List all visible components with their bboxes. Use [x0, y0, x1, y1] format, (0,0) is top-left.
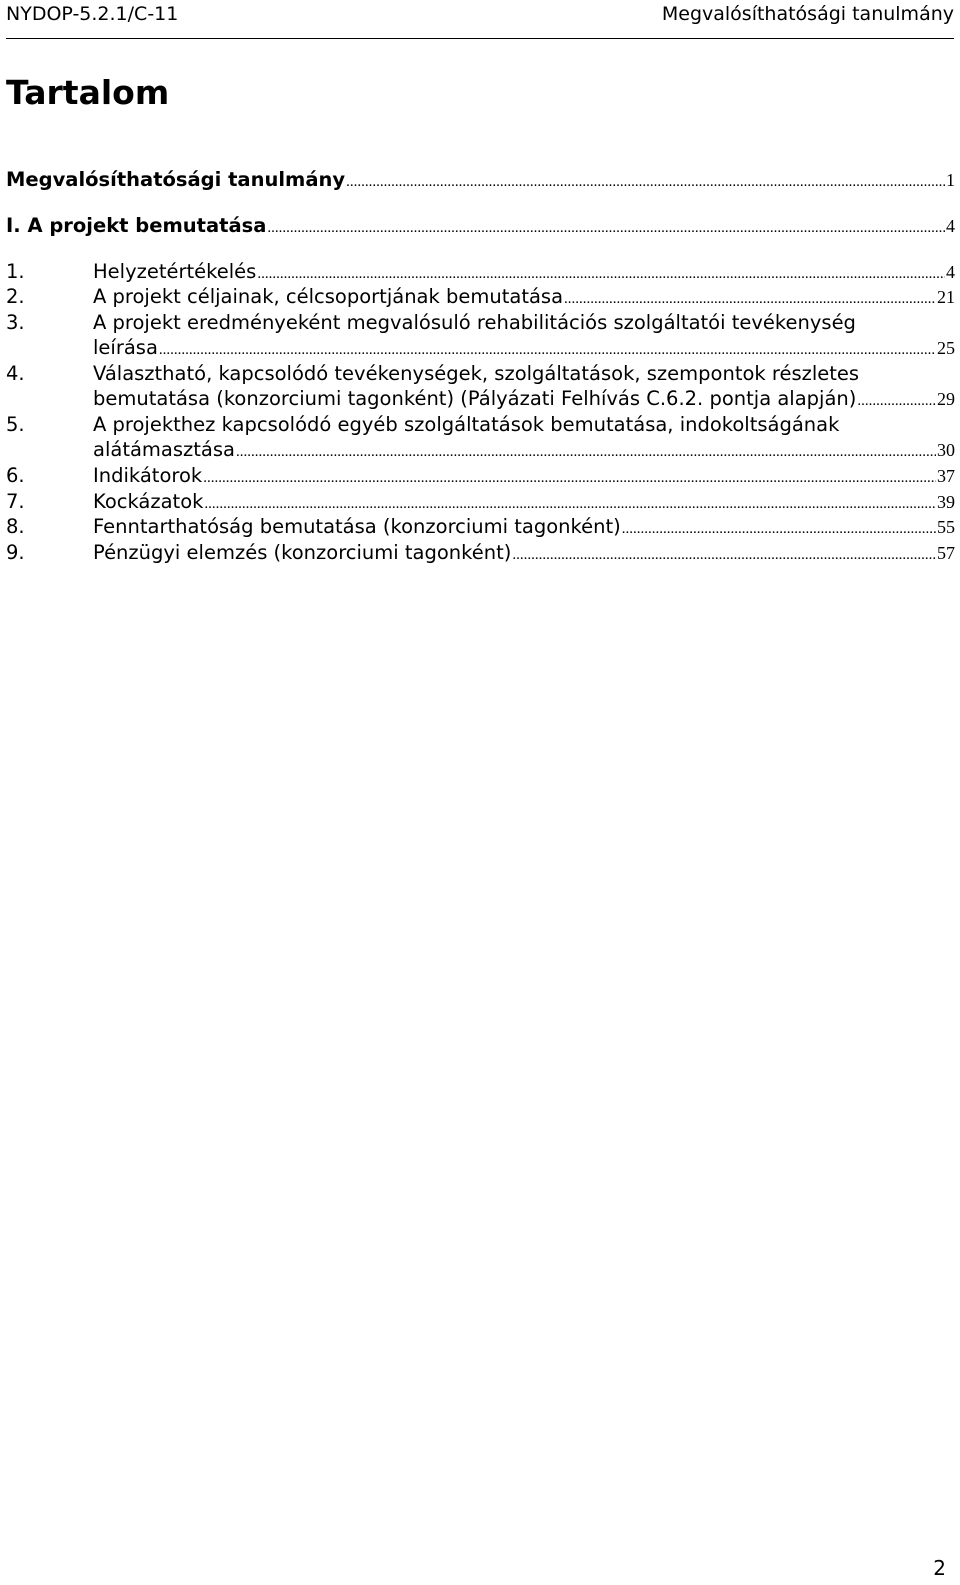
toc-entry-number: 7.: [6, 490, 25, 513]
page-header: [6, 0, 954, 39]
toc-entry-title-line-2: alátámasztása: [93, 438, 235, 461]
toc-entry-number: 5.: [6, 413, 25, 436]
toc-entry-number: 2.: [6, 285, 25, 308]
toc-entry-5[interactable]: [6, 310, 955, 363]
toc-entry-4[interactable]: [6, 284, 955, 312]
toc-leader-dots: [203, 466, 936, 491]
toc-page-number: 37: [937, 466, 955, 486]
toc-entry-title-line-2: bemutatása (konzorciumi tagonként) (Pályázati Felhívás C.6.2. pontja alapján): [93, 387, 857, 410]
toc-entry-1[interactable]: [6, 167, 955, 195]
toc-leader-dots: [346, 170, 945, 195]
toc-page-number: 39: [937, 492, 955, 512]
toc-page-number: 30: [937, 440, 955, 460]
toc-entry-8[interactable]: [6, 463, 955, 491]
toc-entry-number: 1.: [6, 260, 25, 283]
toc-entry-6[interactable]: [6, 361, 955, 414]
toc-entry-title-line-1: A projekt eredményeként megvalósuló rehabilitációs szolgáltatói tevékenység: [93, 311, 856, 334]
toc-entry-number: 4.: [6, 362, 25, 385]
toc-entry-11[interactable]: [6, 540, 955, 568]
toc-page-number: 4: [946, 216, 955, 236]
toc-entry-title: Megvalósíthatósági tanulmány: [6, 168, 346, 191]
toc-page-number: 21: [937, 287, 955, 307]
toc-entry-10[interactable]: [6, 514, 955, 542]
toc-entry-title: A projekt céljainak, célcsoportjának bemutatása: [93, 285, 564, 308]
toc-entry-3[interactable]: [6, 259, 955, 287]
toc-entry-title-line-1: Választható, kapcsolódó tevékenységek, szolgáltatások, szempontok részletes: [93, 362, 860, 385]
toc-leader-dots: [564, 287, 936, 312]
toc-leader-dots: [236, 440, 936, 465]
page-number: 2: [933, 1556, 946, 1580]
toc-page-number: 4: [946, 262, 955, 282]
toc-entry-number: 3.: [6, 311, 25, 334]
page-title: Tartalom: [6, 73, 170, 112]
toc-entry-title: Pénzügyi elemzés (konzorciumi tagonként): [93, 541, 512, 564]
toc-leader-dots: [267, 216, 945, 241]
toc-page-number: 1: [946, 170, 955, 190]
toc-leader-dots: [159, 338, 936, 363]
toc-page-number: 55: [937, 517, 955, 537]
toc-entry-7[interactable]: [6, 412, 955, 465]
toc-page-number: 29: [937, 389, 955, 409]
toc-leader-dots: [512, 543, 936, 568]
toc-entry-number: 6.: [6, 464, 25, 487]
toc-entry-title: Indikátorok: [93, 464, 203, 487]
toc-entry-2[interactable]: [6, 213, 955, 241]
toc-entry-title: Kockázatok: [93, 490, 204, 513]
toc-entry-title-line-2: leírása: [93, 336, 158, 359]
header-document-code: NYDOP-5.2.1/C-11: [6, 3, 179, 25]
toc-page-number: 25: [937, 338, 955, 358]
toc-entry-number: 9.: [6, 541, 25, 564]
toc-entry-title: I. A projekt bemutatása: [6, 214, 267, 237]
toc-page-number: 57: [937, 543, 955, 563]
toc-entry-number: 8.: [6, 515, 25, 538]
toc-leader-dots: [622, 517, 936, 542]
header-document-title: Megvalósíthatósági tanulmány: [661, 3, 954, 25]
toc-entry-title: Fenntarthatóság bemutatása (konzorciumi tagonként): [93, 515, 621, 538]
toc-entry-title: Helyzetértékelés: [93, 260, 257, 283]
toc-leader-dots: [857, 389, 936, 414]
toc-entry-9[interactable]: [6, 489, 955, 517]
toc-entry-title-line-1: A projekthez kapcsolódó egyéb szolgáltatások bemutatása, indokoltságának: [93, 413, 840, 436]
